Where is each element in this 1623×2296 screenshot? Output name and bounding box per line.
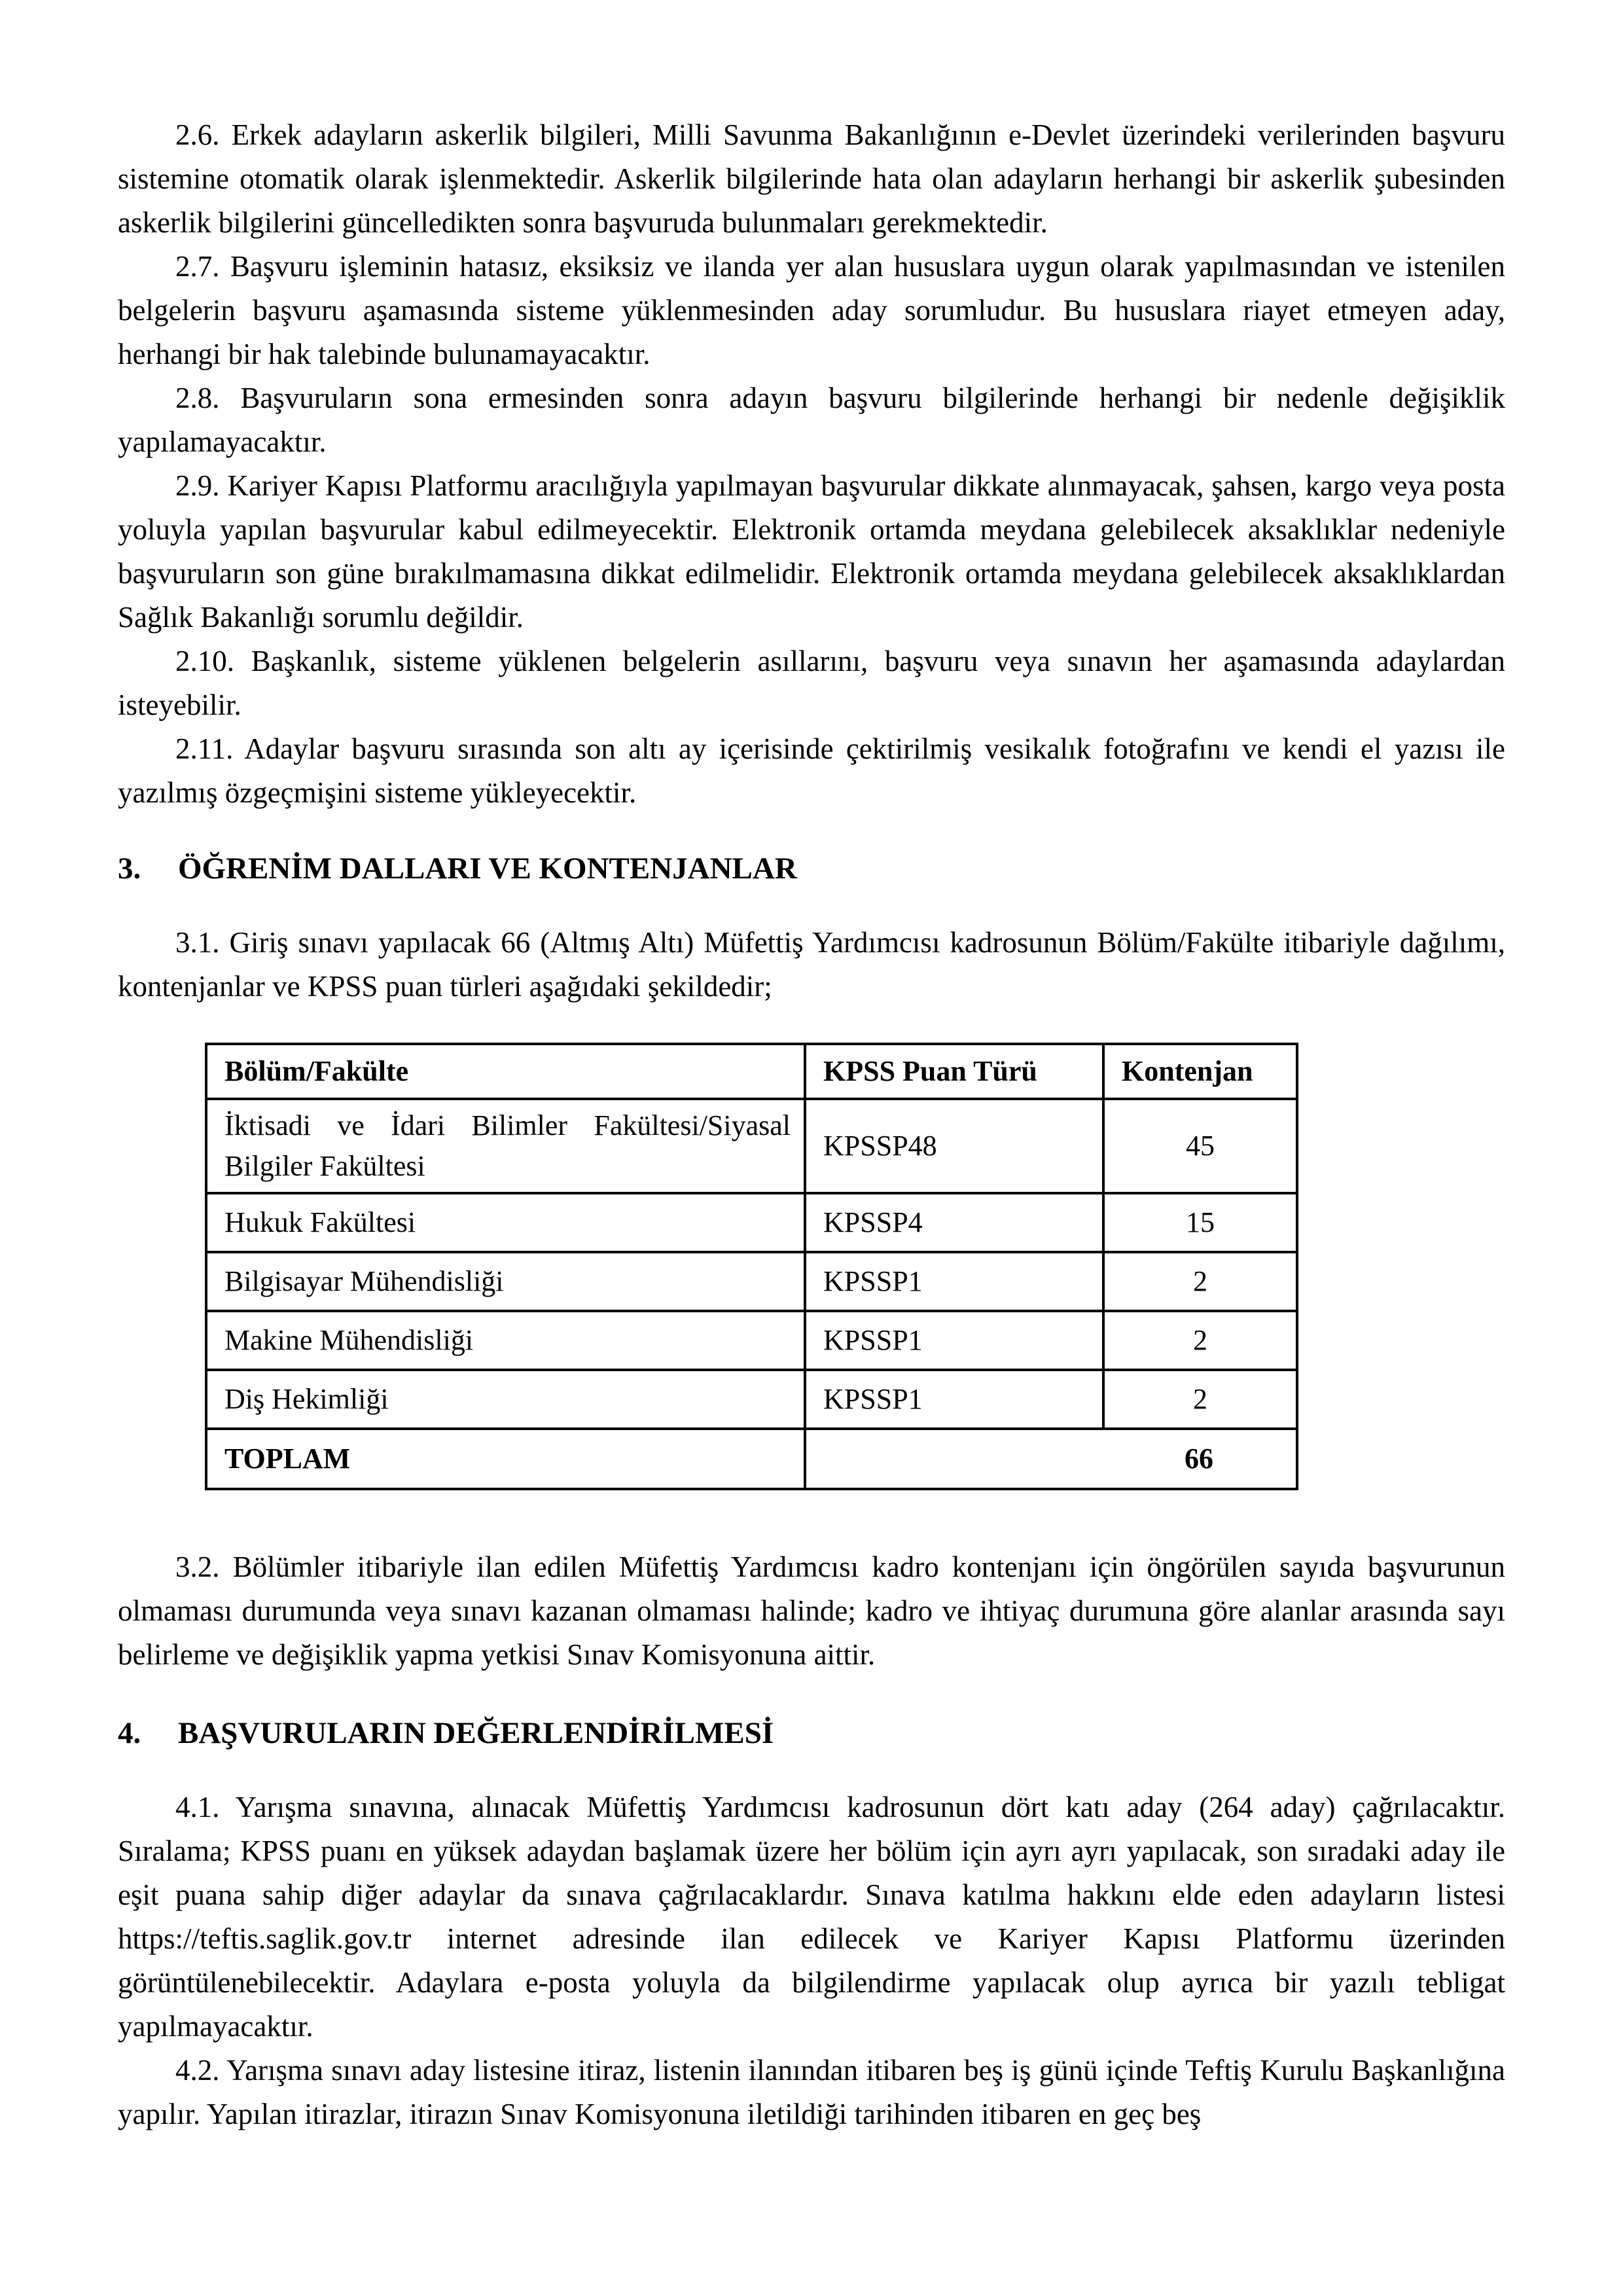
cell-kontenjan: 2: [1103, 1311, 1297, 1370]
paragraph-2-8: 2.8. Başvuruların sona ermesinden sonra adayın başvuru bilgilerinde herhangi bir nedenle değişiklik yapılamayacaktır.: [118, 382, 1505, 458]
cell-puan-turu: KPSSP1: [805, 1311, 1103, 1370]
cell-puan-turu: KPSSP1: [805, 1370, 1103, 1429]
section-3-heading: [118, 849, 1505, 888]
section-3-number: 3.: [118, 852, 141, 886]
header-kpss-puan-turu: KPSS Puan Türü: [805, 1044, 1103, 1099]
cell-kontenjan: 2: [1103, 1370, 1297, 1429]
paragraph-3-1: 3.1. Giriş sınavı yapılacak 66 (Altmış Altı) Müfettiş Yardımcısı kadrosunun Bölüm/Fakülte itibariyle dağılımı, kontenjanlar ve KPSS puan türleri aşağıdaki şekildedir;: [118, 926, 1505, 1003]
cell-puan-turu: KPSSP48: [805, 1099, 1103, 1193]
paragraph-2-11: 2.11. Adaylar başvuru sırasında son altı ay içerisinde çektirilmiş vesikalık fotoğrafını ve kendi el yazısı ile yazılmış özgeçmişini sisteme yükleyecektir.: [118, 732, 1505, 809]
section-3-title: ÖĞRENİM DALLARI VE KONTENJANLAR: [178, 852, 797, 886]
cell-puan-turu: KPSSP4: [805, 1193, 1103, 1252]
section-4-number: 4.: [118, 1716, 141, 1750]
cell-bolum: Bilgisayar Mühendisliği: [206, 1252, 805, 1311]
cell-bolum: Diş Hekimliği: [206, 1370, 805, 1429]
cell-bolum: Hukuk Fakültesi: [206, 1193, 805, 1252]
header-kontenjan: Kontenjan: [1103, 1044, 1297, 1099]
cell-toplam-value: [805, 1429, 1297, 1489]
kontenjan-table: [205, 1043, 1298, 1490]
cell-toplam-label: TOPLAM: [206, 1429, 805, 1489]
header-bolum-fakulte: Bölüm/Fakülte: [206, 1044, 805, 1099]
cell-bolum: Makine Mühendisliği: [206, 1311, 805, 1370]
table-row: [206, 1193, 1297, 1252]
cell-kontenjan: 15: [1103, 1193, 1297, 1252]
table-row: [206, 1252, 1297, 1311]
paragraph-2-10: 2.10. Başkanlık, sisteme yüklenen belgelerin asıllarını, başvuru veya sınavın her aşamasında adaylardan isteyebilir.: [118, 645, 1505, 721]
table-header-row: [206, 1044, 1297, 1099]
paragraph-2-6: 2.6. Erkek adayların askerlik bilgileri, Milli Savunma Bakanlığının e-Devlet üzerindeki verilerinden başvuru sistemine otomatik olarak işlenmektedir. Askerlik bilgilerinde hata olan adayların herhangi bir askerlik şubesinden askerlik bilgilerini güncelledikten sonra başvuruda bulunmaları gerekmektedir.: [118, 118, 1505, 239]
cell-kontenjan: 45: [1103, 1099, 1297, 1193]
cell-bolum: İktisadi ve İdari Bilimler Fakültesi/Siyasal Bilgiler Fakültesi: [206, 1099, 805, 1193]
paragraph-3-2: 3.2. Bölümler itibariyle ilan edilen Müfettiş Yardımcısı kadro kontenjanı için öngörülen sayıda başvurunun olmaması durumunda veya sınavı kazanan olmaması halinde; kadro ve ihtiyaç durumuna göre alanlar arasında sayı belirleme ve değişiklik yapma yetkisi Sınav Komisyonuna aittir.: [118, 1551, 1505, 1671]
cell-puan-turu: KPSSP1: [805, 1252, 1103, 1311]
table-row: [206, 1099, 1297, 1193]
table-total-row: [206, 1429, 1297, 1489]
paragraph-2-9: 2.9. Kariyer Kapısı Platformu aracılığıyla yapılmayan başvurular dikkate alınmayacak, şahsen, kargo veya posta yoluyla yapılan başvurular kabul edilmeyecektir. Elektronik ortamda meydana gelebilecek aksaklıklar nedeniyle başvuruların son güne bırakılmamasına dikkat edilmelidir. Elektronik ortamda meydana gelebilecek aksaklıklardan Sağlık Bakanlığı sorumlu değildir.: [118, 469, 1505, 634]
table-row: [206, 1370, 1297, 1429]
paragraph-4-2: 4.2. Yarışma sınavı aday listesine itiraz, listenin ilanından itibaren beş iş günü içinde Teftiş Kurulu Başkanlığına yapılır. Yapılan itirazlar, itirazın Sınav Komisyonuna iletildiği tarihinden itibaren en geç beş: [118, 2054, 1505, 2130]
paragraph-2-7: 2.7. Başvuru işleminin hatasız, eksiksiz ve ilanda yer alan hususlara uygun olarak yapılmasından ve istenilen belgelerin başvuru aşamasında sisteme yüklenmesinden aday sorumludur. Bu hususlara riayet etmeyen aday, herhangi bir hak talebinde bulunamayacaktır.: [118, 250, 1505, 370]
toplam-value-text: 66: [1185, 1443, 1213, 1475]
section-4-heading: [118, 1713, 1505, 1753]
table-row: [206, 1311, 1297, 1370]
section-4-title: BAŞVURULARIN DEĞERLENDİRİLMESİ: [178, 1716, 774, 1750]
paragraph-4-1: 4.1. Yarışma sınavına, alınacak Müfettiş Yardımcısı kadrosunun dört katı aday (264 aday) çağrılacaktır. Sıralama; KPSS puanı en yüksek adaydan başlamak üzere her bölüm için ayrı ayrı yapılacak, son sıradaki aday ile eşit puana sahip diğer adaylar da sınava çağrılacaklardır. Sınava katılma hakkını elde eden adayların listesi https://teftis.saglik.gov.tr internet adresinde ilan edilecek ve Kariyer Kapısı Platformu üzerinden görüntülenebilecektir. Adaylara e-posta yoluyla da bilgilendirme yapılacak olup ayrıca bir yazılı tebligat yapılmayacaktır.: [118, 1791, 1505, 2043]
cell-kontenjan: 2: [1103, 1252, 1297, 1311]
